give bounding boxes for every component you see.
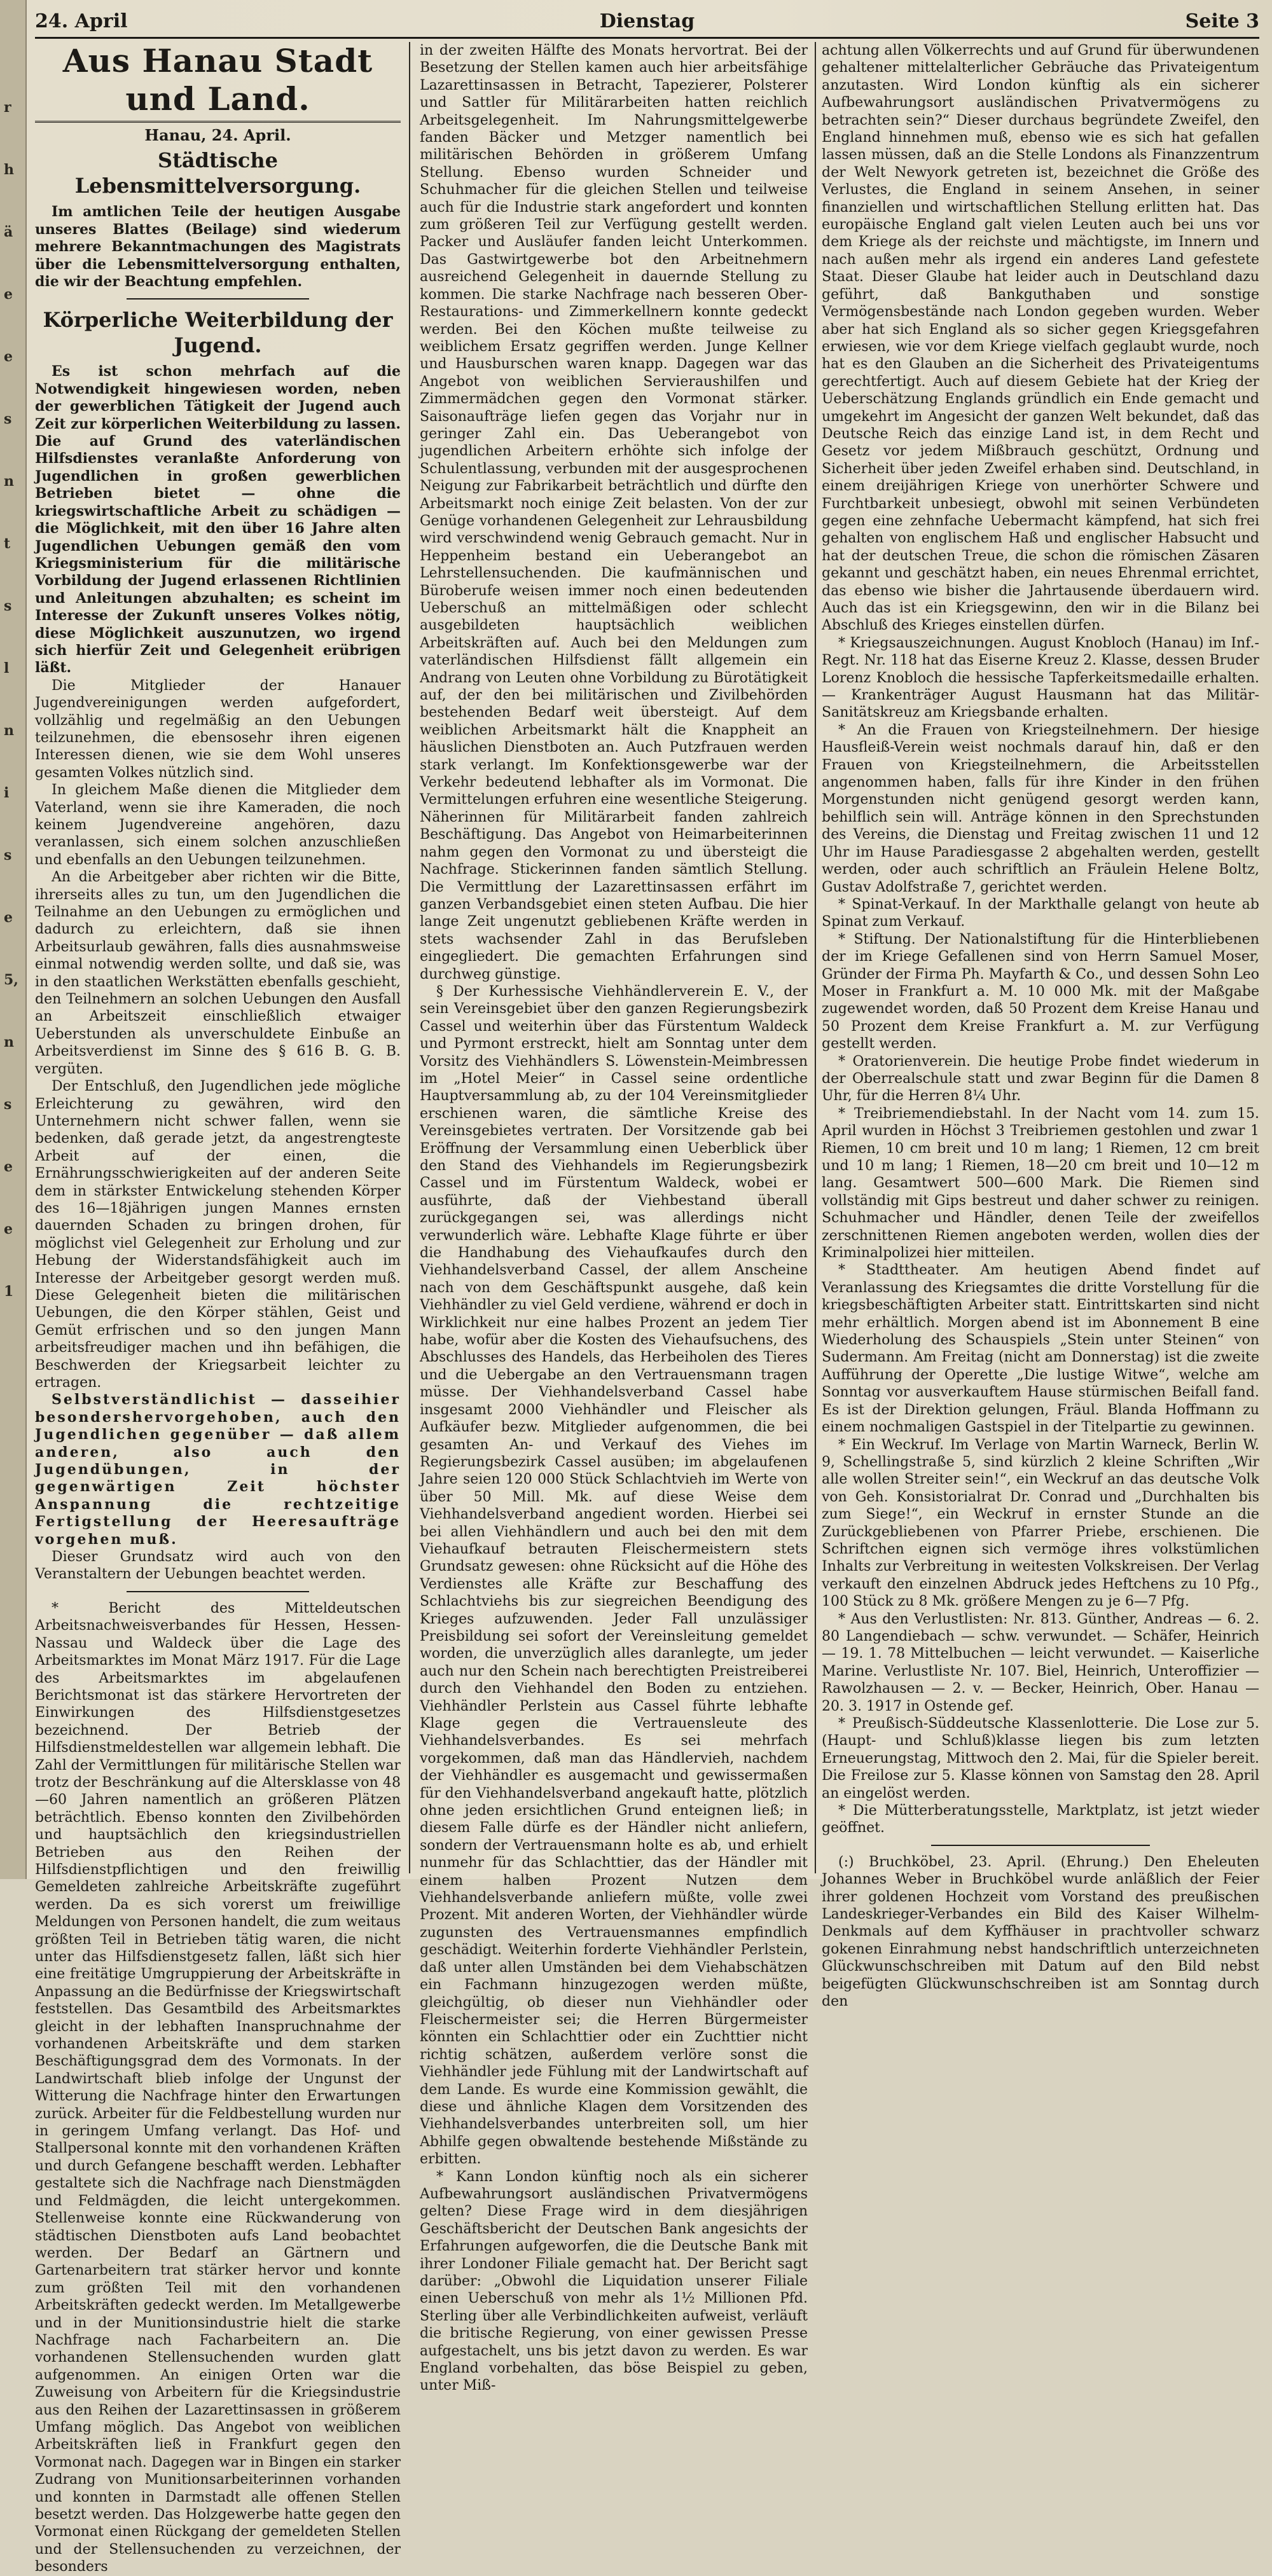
news-item: * An die Frauen von Kriegsteilnehmern. Der hiesige Hausfleiß-Verein weist nochmals darauf hin, daß er den Frauen von Kriegsteilnehmern, die Arbeitsstellen angenommen haben, falls für ihre Kinder in den frühen Morgenstunden nicht genügend gesorgt werden kann, behilflich sein will. Anträge können in den Sprechstunden des Vereins, die Dienstag und Freitag zwischen 11 und 12 Uhr im Hause Paradiesgasse 2 abgehalten werden, gestellt werden, oder auch schriftlich an Fräulein Helene Boltz, Gustav Adolfstraße 7, gerichtet werden. [822, 722, 1259, 895]
margin-fragment: ä [4, 224, 13, 240]
article-paragraph: Dieser Grundsatz wird auch von den Veranstaltern der Uebungen beachtet werden. [35, 1549, 401, 1583]
news-item: * Ein Weckruf. Im Verlage von Martin Warneck, Berlin W. 9, Schellingstraße 5, sind kürzlich 2 kleine Schriften „Wir alle wollen Streiter sein!“, ein Weckruf an das deutsche Volk von Geh. Konsistorialrat Dr. Conrad und „Durchhalten bis zum Siege!“, ein Weckruf in ernster Stunde an die Zurückgebliebenen von Pfarrer Priebe, erschienen. Die Schriftchen eignen sich vermöge ihres volkstümlichen Inhalts zur Verbreitung in weitesten Volkskreisen. Der Verlag verkauft den einzelnen Abdruck jedes Heftchens zu 10 Pfg., 100 Stück zu 8 Mk. größere Mengen zu je 6—7 Pfg. [822, 1436, 1259, 1610]
margin-fragment: e [4, 286, 13, 303]
article-paragraph: in der zweiten Hälfte des Monats hervortrat. Bei der Besetzung der Stellen kamen auch hier arbeitsfähige Lazarettinsassen in Betracht, Tapezierer, Polsterer und Sattler für Militärarbeiten hatten reichlich Arbeitsgelegenheit. Im Nahrungsmittelgewerbe fanden Bäcker und Metzger namentlich bei militärischen Behörden in größerem Umfang Stellung. Ebenso wurden Schneider und Schuhmacher für die gleichen Stellen und teilweise auch für die Industrie stark angefordert und konnten zum größeren Teil zur Verfügung gestellt werden. Packer und Ausläufer fanden leicht Unterkommen. Das Gastwirtgewerbe bot den Arbeitnehmern ausreichend Gelegenheit in dauernde Stellung zu kommen. Die starke Nachfrage nach besseren Ober-Restaurations- und Zimmerkellnern konnte gedeckt werden. Bei den Köchen mußte teilweise zu weiblichem Ersatz gegriffen werden. Junge Kellner und Hausburschen waren knapp. Dagegen war das Angebot von weiblichen Servieraushilfen und Zimmermädchen gegen den Vormonat stärker. Saisonaufträge liefen gegen das Vorjahr nur in geringer Zahl ein. Das Ueberangebot von jugendlichen Arbeitern erhöhte sich infolge der Schulentlassung, verbunden mit der ausgesprochenen Neigung zur Fabrikarbeit beträchtlich und dürfte den Arbeitsmarkt noch einige Zeit belasten. Von der zur Genüge vorhandenen Gelegenheit zur Lehrausbildung wird verschwindend wenig Gebrauch gemacht. Nur in Heppenheim bestand ein Ueberangebot an Lehrstellensuchenden. Die kaufmännischen und Büroberufe weisen immer noch einen bedeutenden Ueberschuß an mittelmäßigen oder schlecht ausgebildeten hauptsächlich weiblichen Arbeitskräften auf. Auch bei den Meldungen zum vaterländischen Hilfsdienst fällt allgemein ein Andrang von Leuten ohne Vorbildung zu Bürotätigkeit auf, der den bei militärischen und Zivilbehörden bestehenden Bedarf weit übersteigt. Auf dem weiblichen Arbeitsmarkt hält die Knappheit an häuslichen Dienstboten an. Auch Putzfrauen werden stark verlangt. Im Konfektionsgewerbe war der Verkehr bedeutend lebhafter als im Vormonat. Die Vermittelungen erfuhren eine wesentliche Steigerung. Näherinnen für Militärarbeit fanden zahlreich Beschäftigung. Das Angebot von Heimarbeiterinnen nahm gegen den Vormonat zu und übersteigt die Nachfrage. Stickerinnen fanden sämtlich Stellung. Die Vermittlung der Lazarettinsassen erfährt im ganzen Verbandsgebiet einen steten Aufbau. Die hier lange Zeit ungenutzt gebliebenen Kräfte werden in stets wachsender Zahl in das Berufsleben eingegliedert. Die gemachten Erfahrungen sind durchweg günstige. [420, 43, 808, 982]
article-separator [931, 1845, 1150, 1846]
margin-fragment: n [4, 1034, 14, 1050]
margin-fragment: l [4, 660, 10, 677]
margin-fragment: 1 [4, 1283, 14, 1300]
margin-fragment: s [4, 847, 12, 864]
page-header [35, 6, 1259, 39]
article-paragraph: Die Mitglieder der Hanauer Jugendvereinigungen werden aufgefordert, vollzählig und regelmäßig an den Uebungen teilzunehmen, die ebensosehr ihren eigenen Interessen dienen, wie sie dem Wohl unseres gesamten Volkes nützlich sind. [35, 677, 401, 781]
margin-fragment: e [4, 909, 13, 926]
margin-fragment: i [4, 785, 10, 801]
news-item: * Preußisch-Süddeutsche Klassenlotterie. Die Lose zur 5. (Haupt- und Schluß)klasse liegen bis zum letzten Erneuerungstag, Mittwoch den 2. Mai, für die Spieler bereit. Die Freilose zur 5. Klasse können von Samstag den 28. April an eingelöst werden. [822, 1716, 1259, 1801]
column-1 [35, 42, 401, 2575]
article-paragraph: Es ist schon mehrfach auf die Notwendigkeit hingewiesen worden, neben der gewerblichen Tätigkeit der Jugend auch Zeit zur körperlichen Weiterbildung zu lassen. Die auf Grund des vaterländischen Hilfsdienstes veranlaßte Anforderung von Jugendlichen in großen gewerblichen Betrieben bietet — ohne die kriegswirtschaftliche Arbeit zu schädigen — die Möglichkeit, mit den über 16 Jahre alten Jugendlichen Uebungen gemäß den vom Kriegsministerium für die militärische Vorbildung der Jugend erlassenen Richtlinien und Anleitungen abzuhalten; es scheint im Interesse der Zukunft unseres Volkes nötig, diese Möglichkeit auszunutzen, wo irgend sich hierfür Zeit und Gelegenheit erübrigen läßt. [35, 363, 401, 677]
column-rule [815, 42, 816, 1873]
article-paragraph: * Kann London künftig noch als ein sicherer Aufbewahrungsort ausländischen Privatvermögens gelten? Diese Frage wird in dem diesjährigen Geschäftsbericht der Deutschen Bank angesichts der Erfahrungen aufgeworfen, die die Deutsche Bank mit ihrer Londoner Filiale gemacht hat. Der Bericht sagt darüber: „Obwohl die Liquidation unserer Filiale einen Ueberschuß von mehr als 1½ Millionen Pfd. Sterling über alle Verbindlichkeiten aufweist, verläuft die britische Regierung, von einer gewissen Presse aufgestachelt, uns bis jetzt davon zu werden. Es war England vorbehalten, das böse Beispiel zu geben, unter Miß- [420, 2168, 808, 2394]
margin-fragment: e [4, 348, 13, 365]
margin-fragment: h [4, 162, 14, 178]
margin-fragment: s [4, 1096, 12, 1113]
news-item: * Die Mütterberatungsstelle, Marktplatz, ist jetzt wieder geöffnet. [822, 1803, 1259, 1836]
margin-fragment: e [4, 1159, 13, 1175]
news-item: * Oratorienverein. Die heutige Probe findet wiederum in der Oberrealschule statt und zwar Beginn für die Damen 8 Uhr, für die Herren 8¼ Uhr. [822, 1053, 1259, 1105]
article-paragraph: Im amtlichen Teile der heutigen Ausgabe unseres Blattes (Beilage) sind wiederum mehrere Bekanntmachungen des Magistrats über die Lebensmittelversorgung enthalten, die wir der Beachtung empfehlen. [35, 203, 401, 291]
margin-fragment: n [4, 473, 14, 490]
header-date: 24. April [35, 10, 128, 32]
article-paragraph: In gleichem Maße dienen die Mitglieder dem Vaterland, wenn sie ihre Kameraden, die noch keinem Jugendvereine angehören, dazu veranlassen, sich einem solchen anzuschließen und ebenfalls an den Uebungen teilzunehmen. [35, 782, 401, 868]
article-separator [127, 298, 310, 300]
margin-fragment: 5, [4, 972, 18, 988]
article-paragraph: Selbstverständlichist — dasseihier besondershervorgehoben, auch den Jugendlichen gegenüber — daß allem anderen, also auch den Jugendübungen, in der gegenwärtigen Zeit höchster Anspannung die rechtzeitige Fertigstellung der Heeresaufträge vorgehen muß. [35, 1391, 401, 1548]
news-item: * Stadttheater. Am heutigen Abend findet auf Veranlassung des Kriegsamtes die dritte Vorstellung für die kriegsbeschäftigten Arbeiter statt. Eintrittskarten sind nicht mehr erhältlich. Morgen abend ist im Abonnement B eine Wiederholung des Schauspiels „Stein unter Steinen“ von Sudermann. Am Freitag (nicht am Donnerstag) ist die zweite Aufführung der Operette „Die lustige Witwe“, welche am Sonntag vor ausverkauftem Hause stürmischen Beifall fand. Es ist der Direktion gelungen, Fräul. Blanda Hoffmann zu einem nochmaligen Gastspiel in der Titelpartie zu gewinnen. [822, 1262, 1259, 1436]
margin-fragment: s [4, 411, 12, 427]
article-headline: Städtische Lebensmittelversorgung. [74, 148, 361, 198]
header-page-number: Seite 3 [1185, 10, 1259, 32]
margin-fragment: s [4, 598, 12, 614]
article-paragraph: § Der Kurhessische Viehhändlerverein E. V., der sein Vereinsgebiet über den ganzen Regierungsbezirk Cassel und weiterhin über das Fürstentum Waldeck und Pyrmont erstreckt, hielt am Sonntag unter dem Vorsitz des Viehhändlers S. Löwenstein-Meimbressen im „Hotel Meier“ in Cassel seine ordentliche Hauptversammlung ab, zu der 104 Vereinsmitglieder erschienen waren, die sämtliche Kreise des Vereinsgebietes vertraten. Der Vorsitzende gab bei Eröffnung der Versammlung einen Ueberblick über den Stand des Viehhandels im Regierungsbezirk Cassel und im Fürstentum Waldeck, wobei er ausführte, daß der Viehbestand überall zurückgegangen sei, was allerdings nicht verwunderlich wäre. Lebhafte Klage führte er über die Handhabung des Viehaufkaufes durch den Viehhandelsverband Cassel, der allem Anscheine nach von dem Geschäftspunkt ausgehe, daß kein Viehhändler zu viel Geld verdiene, während er doch in Wirklichkeit nur eine halbes Prozent an jedem Tier habe, wofür aber die Kosten des Viehaufsuchens, des Abschlusses des Handels, das Herbeiholen des Tieres und die Uebergabe an den Vertrauensmann tragen müsse. Der Viehhandelsverband Cassel habe insgesamt 2000 Viehhändler und Fleischer als Aufkäufer bezw. Mitglieder aufgenommen, die bei gesamten An- und Verkauf des Viehes im Regierungsbezirk Cassel ausüben; im abgelaufenen Jahre seien 120 000 Stück Schlachtvieh im Werte von über 50 Mill. Mk. auf diese Weise dem Viehhandelsverband angedient worden. Hierbei sei bei allen Viehhändlern und auch bei den mit dem Viehaufkauf betrauten Fleischermeistern stets Grundsatz gewesen: ohne Rücksicht auf die Höhe des Verdienstes alle Kräfte zur Beschaffung des Schlachtviehs bis zur siegreichen Beendigung des Krieges aufzuwenden. Jeder Fall unzulässiger Preisbildung sei sofort der Vereinsleitung gemeldet worden, die unverzüglich alles daranlegte, um jeder auch nur den Schein nach berechtigten Preistreiberei durch den Viehhandel den Boden zu entziehen. Viehhändler Perlstein aus Cassel führte lebhafte Klage gegen die Vertrauensleute des Viehhandelsverbandes. Es sei mehrfach vorgekommen, daß man das Händlervieh, nachdem der Viehhändler es ausgemacht und gewissermaßen für den Viehhandelsverband angekauft hatte, plötzlich ohne jeden ersichtlichen Grund enteignen ließ; in diesem Falle dürfe es der Händler nicht anliefern, sondern der Vertrauensmann holte es ab, und erhielt nunmehr für das Schlachttier, das der Händler mit einem halben Prozent Nutzen dem Viehhandelsverbande anliefern müßte, volle zwei Prozent. Mit anderen Worten, der Viehhändler würde zugunsten des Vertrauensmannes empfindlich geschädigt. Weiterhin forderte Viehhändler Perlstein, daß unter allen Umständen bei dem Viehabschätzen ein Fachmann hinzugezogen werden müßte, gleichgültig, ob dieser nun Viehhändler oder Fleischermeister sei; die Herren Bürgermeister könnten ein Schlachttier oder ein Zuchttier nicht richtig schätzen, außerdem verlöre sonst die Viehhändler jede Fühlung mit der Landwirtschaft auf dem Lande. Es wurde eine Kommission gewählt, die diese und ähnliche Klagen dem Vorsitzenden des Viehhandelsverbandes unterbreiten soll, um hier Abhilfe gegen obwaltende bestehende Mißstände zu erbitten. [420, 983, 808, 2168]
news-item: (:) Bruchköbel, 23. April. (Ehrung.) Den Eheleuten Johannes Weber in Bruchköbel wurde anläßlich der Feier ihrer goldenen Hochzeit vom Vorstand des preußischen Landeskrieger-Verbandes ein Bild des Kaiser Wilhelm-Denkmals auf dem Kyffhäuser in prachtvoller schwarz gokenen Einrahmung nebst handschriftlich unterzeichneten Glückwunschschreiben mit Datum auf den Bild nebst beigefügten Glückwunschschreiben ist am Sonntag durch den [822, 1854, 1259, 2010]
news-item: * Stiftung. Der Nationalstiftung für die Hinterbliebenen der im Kriege Gefallenen sind von Herrn Samuel Moser, Gründer der Firma Ph. Mayfarth & Co., und dessen Sohn Leo Moser in Frankfurt a. M. 10 000 Mk. mit der Maßgabe zugewendet worden, daß 50 Prozent dem Kreise Hanau und 50 Prozent dem Kreise Frankfurt a. M. zur Verfügung gestellt werden. [822, 931, 1259, 1052]
news-item: * Treibriemendiebstahl. In der Nacht vom 14. zum 15. April wurden in Höchst 3 Treibriemen gestohlen und zwar 1 Riemen, 10 cm breit und 10 m lang; 1 Riemen, 12 cm breit und 10 m lang; 1 Riemen, 18—20 cm breit und 10—12 m lang. Gesamtwert 500—600 Mark. Die Riemen sind vollständig mit Gips bestreut und daher schwer zu reinigen. Schuhmacher und Händler, denen Teile der zweifellos zerschnittenen Riemen angeboten werden, wollen dies der Kriminalpolizei hier mitteilen. [822, 1105, 1259, 1262]
margin-fragment: n [4, 722, 14, 739]
news-item: * Aus den Verlustlisten: Nr. 813. Günther, Andreas — 6. 2. 80 Langendiebach — schw. verwundet. — Schäfer, Heinrich — 19. 1. 78 Mittelbuchen — leicht verwundet. — Kaiserliche Marine. Verlustliste Nr. 107. Biel, Heinrich, Unteroffizier — Rawolzhausen — 2. v. — Becker, Heinrich, Ober. Hanau — 20. 3. 1917 in Ostende gef. [822, 1611, 1259, 1714]
news-item: * Spinat-Verkauf. In der Markthalle gelangt von heute ab Spinat zum Verkauf. [822, 896, 1259, 930]
column-3 [822, 42, 1259, 2010]
article-paragraph: An die Arbeitgeber aber richten wir die Bitte, ihrerseits alles zu tun, um den Jugendlichen die Teilnahme an den Uebungen zu ermöglichen und dadurch zu erleichtern, daß sie ihnen Arbeitsurlaub gewähren, falls dies ausnahmsweise einmal notwendig werden sollte, und daß sie, was in den staatlichen Werkstätten ebenfalls geschieht, den Teilnehmern an solchen Uebungen den Ausfall an Arbeitszeit einschließlich etwaiger Ueberstunden als unverschuldete Einbuße an Arbeitsverdienst im Sinne des § 616 B. G. B. vergüten. [35, 869, 401, 1077]
section-title: Aus Hanau Stadt und Land. [35, 42, 401, 123]
column-rule [409, 42, 410, 1873]
margin-fragment: t [4, 535, 11, 552]
article-headline: Körperliche Weiterbildung der Jugend. [43, 308, 393, 358]
article-paragraph: * Bericht des Mitteldeutschen Arbeitsnachweisverbandes für Hessen, Hessen-Nassau und Waldeck über die Lage des Arbeitsmarktes im Monat März 1917. Für die Lage des Arbeitsmarktes im abgelaufenen Berichtsmonat ist das stärkere Hervortreten der Einwirkungen des Hilfsdienstgesetzes bezeichnend. Der Betrieb der Hilfsdienstmeldestellen war allgemein lebhaft. Die Zahl der Vermittlungen für militärische Stellen war trotz der Beschränkung auf die Altersklasse von 48—60 Jahren namentlich an größeren Plätzen beträchtlich. Ebenso konnten den Zivilbehörden und hauptsächlich den kriegsindustriellen Betrieben aus den Reihen der Hilfsdienstpflichtigen und den freiwillig Gemeldeten zahlreiche Arbeitskräfte zugeführt werden. Da es sich vorerst um freiwillige Meldungen von Personen handelt, die zum weitaus größten Teil in Betrieben tätig waren, die nicht unter das Hilfsdienstgesetz fallen, läßt sich hier eine freitätige Umgruppierung der Arbeitskräfte in Anpassung an die Bedürfnisse der Kriegswirtschaft feststellen. Das Gesamtbild des Arbeitsmarktes gleicht in der lebhaften Inanspruchnahme der vorhandenen Arbeitskräfte und dem starken Beschäftigungsgrad dem des Vormonats. In der Landwirtschaft blieb infolge der Ungunst der Witterung die Nachfrage hinter den Erwartungen zurück. Arbeiter für die Feldbestellung wurden nur in geringem Umfang verlangt. Das Hof- und Stallpersonal konnte mit den vorhandenen Kräften und durch Gefangene beschafft werden. Lebhafter gestaltete sich die Nachfrage nach Dienstmägden und Feldmägden, die leicht untergekommen. Stellenweise konnte eine Rückwanderung von städtischen Dienstboten aufs Land beobachtet werden. Der Bedarf an Gärtnern und Gartenarbeitern trat stärker hervor und konnte zum größten Teil mit den vorhandenen Arbeitskräften gedeckt werden. Im Metallgewerbe und in der Munitionsindustrie hielt die starke Nachfrage nach Facharbeitern an. Die vorhandenen Stellensuchenden wurden glatt aufgenommen. An einigen Orten war die Zuweisung von Arbeitern für die Kriegsindustrie aus den Reihen der Lazarettinsassen in größerem Umfang möglich. Das Angebot von weiblichen Arbeitskräften ließ in Frankfurt gegen den Vormonat nach. Dagegen war in Bingen ein starker Zudrang von Munitionsarbeiterinnen vorhanden und konnten in Darmstadt alle offenen Stellen besetzt werden. Das Holzgewerbe hatte gegen den Vormonat einen Rückgang der gemeldeten Stellen und der Stellensuchenden zu verzeichnen, der besonders [35, 1600, 401, 2575]
margin-fragment: e [4, 1221, 13, 1237]
header-weekday: Dienstag [599, 10, 695, 32]
article-separator [127, 1591, 310, 1592]
column-2 [420, 42, 808, 2394]
adjacent-page-margin [0, 0, 27, 1879]
news-item: * Kriegsauszeichnungen. August Knobloch (Hanau) im Inf.-Regt. Nr. 118 hat das Eiserne Kreuz 2. Klasse, dessen Bruder Lorenz Knobloch die hessische Tapferkeitsmedaille erhalten. — Krankenträger August Hausmann hat das Militär-Sanitätskreuz am Kriegsbande erhalten. [822, 635, 1259, 721]
article-paragraph: achtung allen Völkerrechts und auf Grund für überwundenen gehaltener mittelalterlicher Gebräuche das Privateigentum anzutasten. Wird London künftig als ein sicherer Aufbewahrungsort ausländischen Privatvermögens zu betrachten sein?“ Dieser durchaus begründete Zweifel, den England hinnehmen muß, ebenso wie es sich hat gefallen lassen müssen, daß an die Stelle Londons als Finanzzentrum der Welt Newyork getreten ist, bezeichnet die Größe des Verlustes, die England in seinem Ansehen, in seiner finanziellen und wirtschaftlichen Stellung erlitten hat. Das europäische England galt vielen Leuten auch bei uns vor dem Kriege als der reichste und mächtigste, im Innern und nach außen mehr als irgend ein anderes Land gefestete Staat. Dieser Glaube hat leider auch in Deutschland dazu geführt, daß Bankguthaben und sonstige Vermögensbestände nach London gegeben wurden. Weber aber hat sich England als so sicher gegen Kriegsgefahren erwiesen, wie vor dem Kriege vielfach geglaubt wurde, noch hat es den Glauben an die Sicherheit des Privateigentums gerechtfertigt. Auch auf diesem Gebiete hat der Krieg der Ueberschätzung Englands gründlich ein Ende gemacht und umgekehrt im Angesicht der ganzen Welt bekundet, daß das Deutsche Reich das einzige Land ist, in dem Recht und Gesetz vor jedem Mißbrauch geschützt, Ordnung und Sicherheit über jeden Zweifel erhaben sind. Deutschland, in einem dreijährigen Kriege von unerhörter Schwere und Furchtbarkeit unbesiegt, obwohl mit seinen Verbündeten gegen eine zehnfache Uebermacht kämpfend, hat sich frei gehalten von englischem Haß und englischer Habsucht und hat der deutschen Treue, die schon die römischen Zäsaren gekannt und geschätzt haben, ein neues Ehrenmal errichtet, das ebenso wie bisher die Jahrtausende überdauern wird. Auch das ist ein Kriegsgewinn, den wir in die Bilanz bei Abschluß des Krieges einstellen dürfen. [822, 43, 1259, 634]
article-paragraph: Der Entschluß, den Jugendlichen jede mögliche Erleichterung zu gewähren, wird den Unternehmern nicht schwer fallen, wenn sie bedenken, daß gerade jetzt, da angestrengteste Arbeit auf der einen, die Ernährungsschwierigkeiten auf der anderen Seite dem in stärkster Entwickelung stehenden Körper des 16—18jährigen jungen Mannes ernsten dauernden Schaden zu bringen drohen, für möglichst viel Gelegenheit zur Erholung und zur Hebung der Widerstandsfähigkeit auch im Interesse der Arbeitgeber gesorgt werden muß. Diese Gelegenheit bieten die militärischen Uebungen, die den Körper stählen, Geist und Gemüt erfrischen und so den jungen Mann arbeitsfreudiger machen und ihn befähigen, die Beschwerden der Kriegsarbeit leichter zu ertragen. [35, 1078, 401, 1391]
dateline: Hanau, 24. April. [144, 126, 291, 144]
margin-fragment: r [4, 99, 11, 116]
